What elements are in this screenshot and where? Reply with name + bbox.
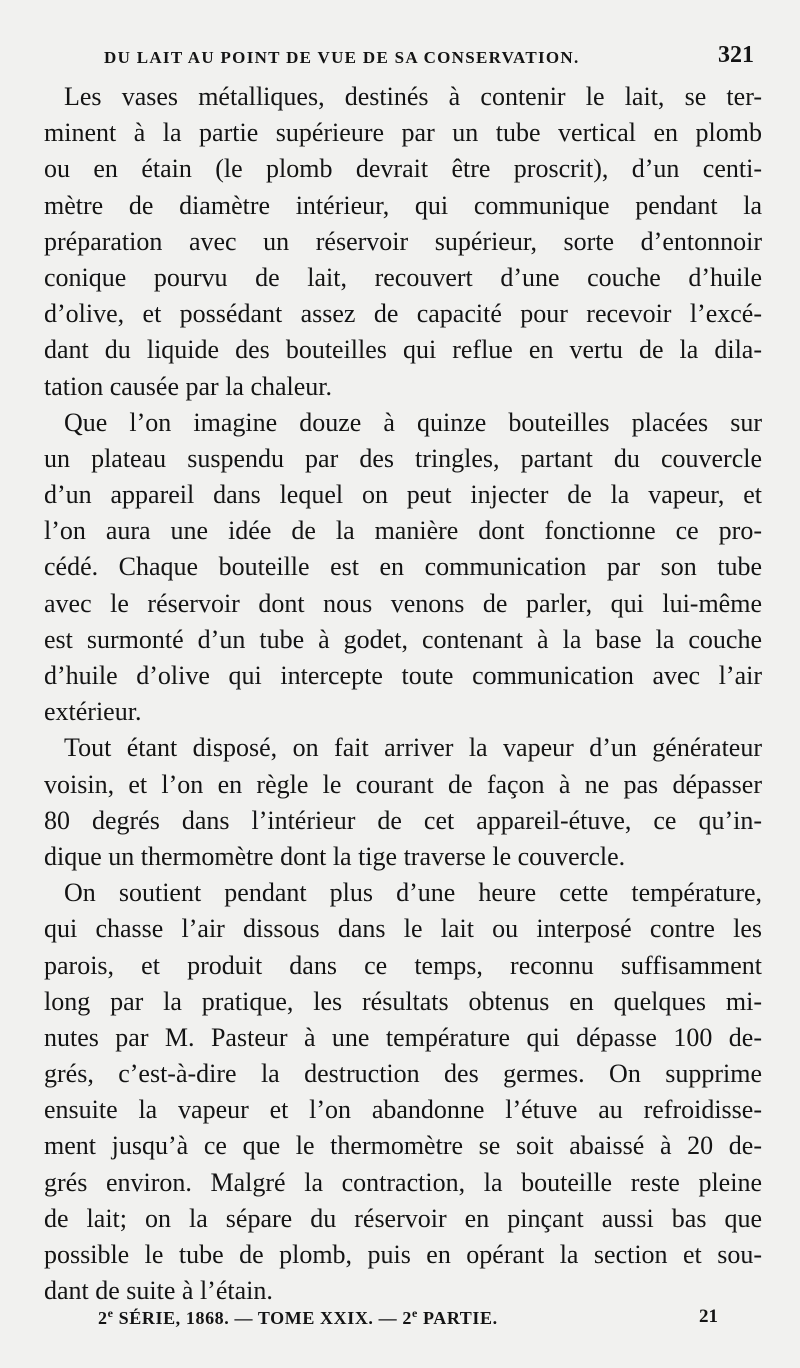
text-line: de lait; on la sépare du réservoir en pinçant aussi bas que	[44, 1203, 762, 1233]
text-line: nutes par M. Pasteur à une température qui dépasse 100 de-	[44, 1022, 762, 1052]
text-line: ensuite la vapeur et l’on abandonne l’étuve au refroidisse-	[44, 1095, 762, 1125]
text-line: dique un thermomètre dont la tige traverse le couvercle.	[44, 841, 626, 871]
running-title: DU LAIT AU POINT DE VUE DE SA CONSERVATION.	[104, 48, 580, 67]
body-text	[44, 79, 762, 1309]
text-line: grés environ. Malgré la contraction, la bouteille reste pleine	[44, 1167, 762, 1197]
paragraph	[44, 875, 762, 1309]
text-line: ou en étain (le plomb devrait être proscrit), d’un centi-	[44, 154, 762, 184]
text-line: avec le réservoir dont nous venons de parler, qui lui-même	[44, 588, 762, 618]
text-line: qui chasse l’air dissous dans le lait ou interposé contre les	[44, 914, 762, 944]
text-line: un plateau suspendu par des tringles, partant du couvercle	[44, 443, 762, 473]
paragraph	[44, 730, 762, 875]
text-line: Les vases métalliques, destinés à contenir le lait, se ter-	[64, 82, 762, 111]
text-line: préparation avec un réservoir supérieur, sorte d’entonnoir	[44, 226, 762, 256]
text-line: Que l’on imagine douze à quinze bouteilles placées sur	[64, 407, 762, 437]
text-line: cédé. Chaque bouteille est en communication par son tube	[44, 552, 762, 582]
text-line: voisin, et l’on en règle le courant de façon à ne pas dépasser	[44, 769, 762, 799]
paragraph	[44, 79, 762, 405]
text-line: conique pourvu de lait, recouvert d’une couche d’huile	[44, 262, 762, 292]
page-number: 321	[718, 42, 754, 68]
text-line: Tout étant disposé, on fait arriver la vapeur d’un générateur	[64, 733, 762, 763]
page-footer	[98, 1304, 718, 1336]
paragraph	[44, 405, 762, 731]
text-line: dant de suite à l’étain.	[44, 1276, 273, 1306]
text-line: l’on aura une idée de la manière dont fonctionne ce pro-	[44, 516, 762, 546]
text-line: d’un appareil dans lequel on peut injecter de la vapeur, et	[44, 480, 762, 510]
text-line: d’olive, et possédant assez de capacité pour recevoir l’excé-	[44, 299, 762, 329]
text-line: extérieur.	[44, 697, 142, 727]
text-line: est surmonté d’un tube à godet, contenant à la base la couche	[44, 624, 762, 654]
text-line: mètre de diamètre intérieur, qui communique pendant la	[44, 190, 762, 220]
text-line: tation causée par la chaleur.	[44, 371, 333, 401]
text-line: long par la pratique, les résultats obtenus en quelques mi-	[44, 986, 762, 1016]
text-line: 80 degrés dans l’intérieur de cet appareil-étuve, ce qu’in-	[44, 805, 762, 835]
text-line: ment jusqu’à ce que le thermomètre se soit abaissé à 20 de-	[44, 1131, 762, 1161]
signature-number: 21	[699, 1306, 718, 1327]
text-line: dant du liquide des bouteilles qui reflue en vertu de la dila-	[44, 335, 762, 365]
text-line: grés, c’est-à-dire la destruction des germes. On supprime	[44, 1059, 762, 1089]
text-line: d’huile d’olive qui intercepte toute communication avec l’air	[44, 661, 762, 690]
page-header	[104, 40, 754, 74]
text-line: minent à la partie supérieure par un tube vertical en plomb	[44, 118, 762, 148]
text-line: parois, et produit dans ce temps, reconnu suffisamment	[44, 950, 762, 980]
text-line: possible le tube de plomb, puis en opérant la section et sou-	[44, 1240, 762, 1269]
text-line: On soutient pendant plus d’une heure cette température,	[64, 878, 762, 908]
footer-signature: 2e SÉRIE, 1868. — TOME XXIX. — 2e PARTIE.	[98, 1306, 498, 1328]
